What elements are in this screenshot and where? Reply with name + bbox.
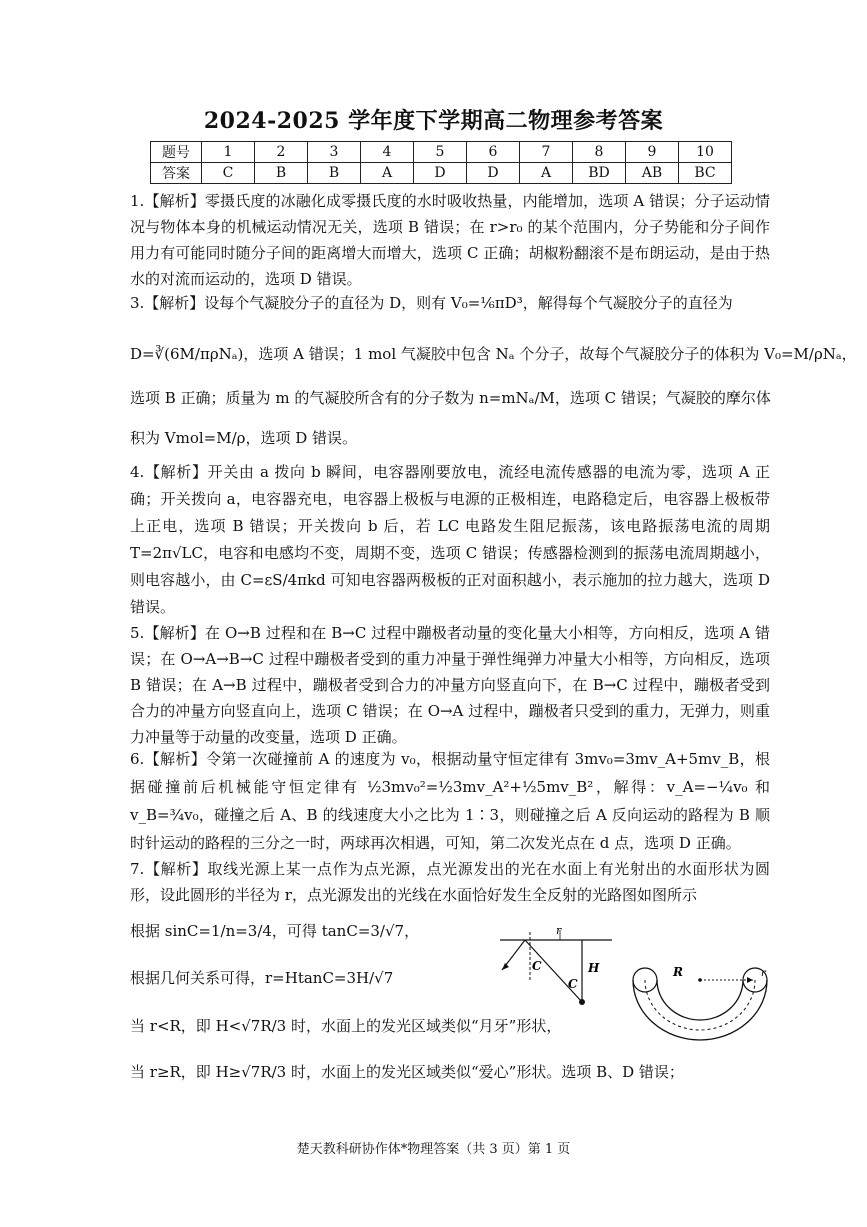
table-cell: A: [361, 163, 414, 184]
answer-q5: 5.【解析】在 O→B 过程和在 B→C 过程中蹦极者动量的变化量大小相等，方向相反，选项 A 错误；在 O→A→B→C 过程中蹦极者受到的重力冲量于弹性绳弹力冲量大小相等，方向相反，选项 B 错误；在 A→B 过程中，蹦极者受到合力的冲量方向竖直向下，在 B→C 过程中，蹦极者受到合力的冲量方向竖直向上，选项 C 错误；在 O→A 过程中，蹦极者只受到的重力，无弹力，则重力冲量等于动量的改变量，选项 D 正确。: [130, 624, 770, 746]
answer-q7-line4: 当 r≥R，即 H≥√7R/3 时，水面上的发光区域类似“爱心”形状。选项 B、D 错误；: [130, 1063, 684, 1081]
table-cell: 3: [308, 142, 361, 163]
answer-q3-line2: D=∛(6M/πρNₐ)，选项 A 错误；1 mol 气凝胶中包含 Nₐ 个分子，故每个气凝胶分子的体积为 V₀=M/ρNₐ，: [130, 345, 857, 363]
table-cell: 5: [414, 142, 467, 163]
answer-q7-line1: 根据 sinC=1/n=3/4，可得 tanC=3/√7，: [130, 922, 420, 940]
table-cell: D: [467, 163, 520, 184]
table-cell: 2: [255, 142, 308, 163]
page-title: 2024-2025 学年度下学期高二物理参考答案: [203, 108, 664, 134]
answer-q7-line3: 当 r<R，即 H<√7R/3 时，水面上的发光区域类似“月牙”形状，: [130, 1017, 562, 1035]
light-path-figure: [490, 920, 620, 1010]
table-cell: BC: [679, 163, 732, 184]
answer-q4: 4.【解析】开关由 a 拨向 b 瞬间，电容器刚要放电，流经电流传感器的电流为零，选项 A 正确；开关拨向 a，电容器充电，电容器上极板与电源的正极相连，电路稳定后，电容器上极板带上正电，选项 B 错误；开关拨向 b 后，若 LC 电路发生阻尼振荡，该电路振荡电流的周期 T=2π√LC，电容和电感均不变，周期不变，选项 C 错误；传感器检测到的振荡电流周期越小，则电容越小，由 C=εS/4πkd 可知电容器两极板的正对面积越小，表示施加的拉力越大，选项 D 错误。: [130, 463, 770, 616]
table-row: [151, 142, 732, 163]
label-r: r: [761, 968, 766, 979]
label-r: r: [556, 924, 562, 937]
table-cell: B: [255, 163, 308, 184]
table-cell: 7: [520, 142, 573, 163]
table-cell: A: [520, 163, 573, 184]
answer-q3-line3: 选项 B 正确；质量为 m 的气凝胶所含有的分子数为 n=mNₐ/M，选项 C 错误；气凝胶的摩尔体: [130, 389, 771, 407]
answer-q1: 1.【解析】零摄氏度的冰融化成零摄氏度的水时吸收热量，内能增加，选项 A 错误；分子运动情况与物体本身的机械运动情况无关，选项 B 错误；在 r>r₀ 的某个范围内，分子势能和分子间作用力有可能同时随分子间的距离增大而增大，选项 C 正确；胡椒粉翻滚不是布朗运动，是由于热水的对流而运动的，选项 D 错误。: [130, 192, 770, 288]
label-H: H: [588, 961, 600, 975]
answer-table: [150, 141, 732, 184]
row-label: 题号: [151, 142, 202, 163]
label-C: C: [532, 959, 542, 973]
ring-figure: [625, 950, 775, 1050]
answer-q7-intro: 7.【解析】取线光源上某一点作为点光源，点光源发出的光在水面上有光射出的水面形状为圆形，设此圆形的半径为 r，点光源发出的光线在水面恰好发生全反射的光路图如图所示: [130, 860, 770, 904]
table-cell: 10: [679, 142, 732, 163]
answer-q6: 6.【解析】令第一次碰撞前 A 的速度为 v₀，根据动量守恒定律有 3mv₀=3mv_A+5mv_B，根据碰撞前后机械能守恒定律有 ½3mv₀²=½3mv_A²+½5mv_B²，解得：v_A=−¼v₀ 和 v_B=¾v₀，碰撞之后 A、B 的线速度大小之比为 1∶3，则碰撞之后 A 反向运动的路程为 B 顺时针运动的路程的三分之一时，两球再次相遇，可知，第二次发光点在 d 点，选项 D 正确。: [130, 750, 770, 852]
row-label: 答案: [151, 163, 202, 184]
table-cell: B: [308, 163, 361, 184]
label-R: R: [673, 965, 683, 979]
table-cell: 9: [626, 142, 679, 163]
table-row: [151, 163, 732, 184]
page-footer: 楚天教科研协作体*物理答案（共 3 页）第 1 页: [296, 1142, 571, 1157]
table-cell: 6: [467, 142, 520, 163]
answer-q3-line1: 3.【解析】设每个气凝胶分子的直径为 D，则有 V₀=⅙πD³，解得每个气凝胶分子的直径为: [130, 294, 733, 312]
table-cell: BD: [573, 163, 626, 184]
table-cell: C: [202, 163, 255, 184]
answer-q3-line4: 积为 Vmol=M/ρ，选项 D 错误。: [130, 429, 358, 447]
table-cell: AB: [626, 163, 679, 184]
answer-q7-line2: 根据几何关系可得，r=HtanC=3H/√7: [130, 969, 394, 987]
label-C: C: [568, 977, 578, 991]
table-cell: 1: [202, 142, 255, 163]
table-cell: 8: [573, 142, 626, 163]
table-cell: 4: [361, 142, 414, 163]
table-cell: D: [414, 163, 467, 184]
